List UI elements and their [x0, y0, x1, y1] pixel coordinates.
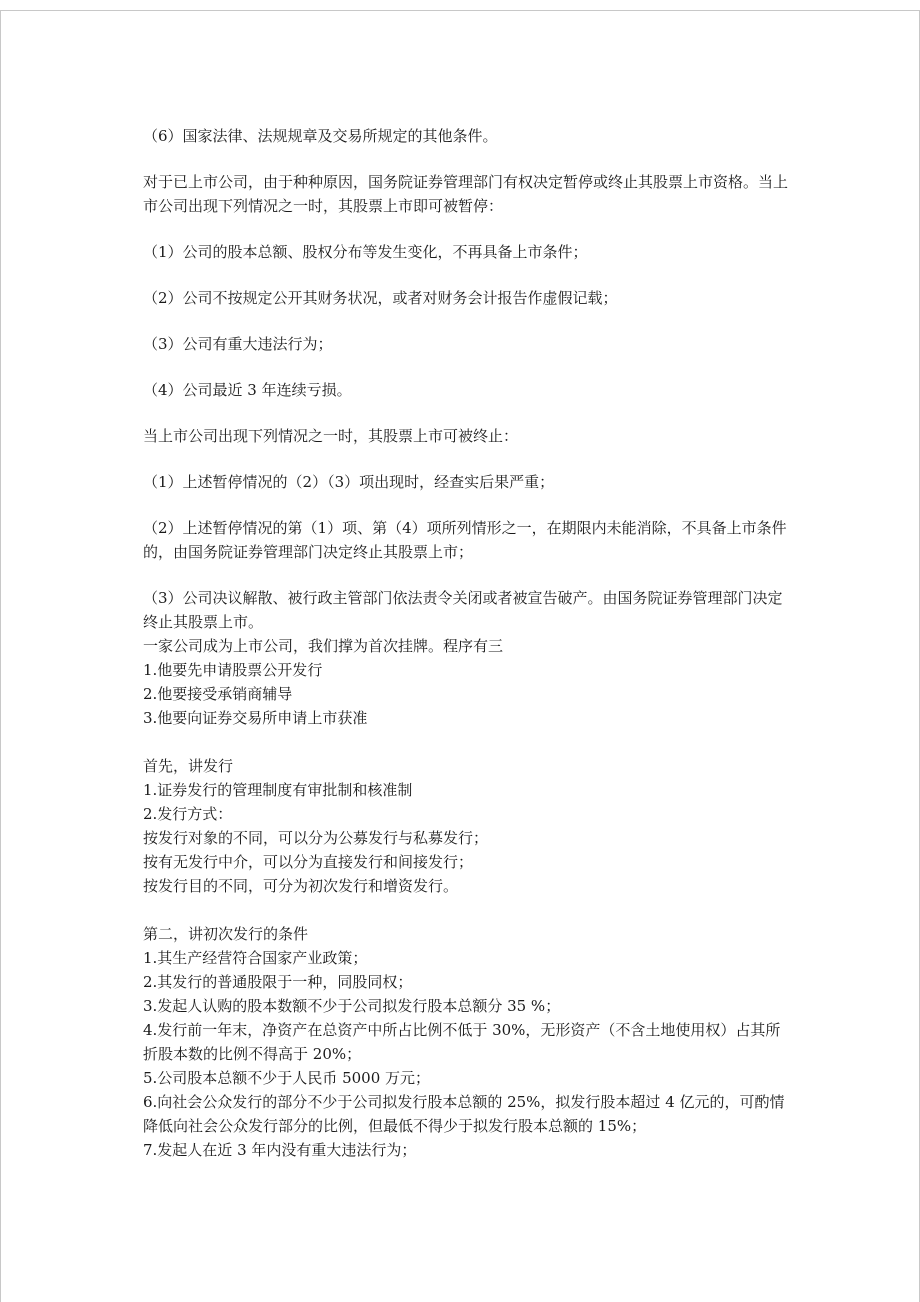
list-item: 2.其发行的普通股限于一种，同股同权；	[143, 973, 413, 991]
text-line: 一家公司成为上市公司，我们撑为首次挂牌。程序有三	[143, 637, 504, 655]
page-border-left	[0, 10, 1, 1302]
list-item: 2.他要接受承销商辅导	[143, 685, 293, 703]
paragraph: （2）上述暂停情况的第（1）项、第（4）项所列情形之一，在期限内未能消除，不具备上市条件的，由国务院证券管理部门决定终止其股票上市；	[143, 519, 787, 561]
list-item: 1.证券发行的管理制度有审批制和核准制	[143, 781, 413, 799]
document-body	[143, 124, 793, 1162]
paragraph: 对于已上市公司，由于种种原因，国务院证券管理部门有权决定暂停或终止其股票上市资格。当上市公司出现下列情况之一时，其股票上市即可被暂停：	[143, 173, 789, 215]
paragraph: （4）公司最近 3 年连续亏损。	[143, 381, 352, 399]
list-item: 3.发起人认购的股本数额不少于公司拟发行股本总额分 35 %；	[143, 997, 561, 1015]
paragraph: （2）公司不按规定公开其财务状况，或者对财务会计报告作虚假记载；	[143, 289, 618, 307]
paragraph: 当上市公司出现下列情况之一时，其股票上市可被终止：	[143, 427, 519, 445]
text-line: 按有无发行中介，可以分为直接发行和间接发行；	[143, 853, 474, 871]
page-border-top	[0, 10, 920, 11]
list-item: 5.公司股本总额不少于人民币 5000 万元；	[143, 1069, 431, 1087]
list-item: 1.他要先申请股票公开发行	[143, 661, 323, 679]
paragraph: （1）上述暂停情况的（2）（3）项出现时，经查实后果严重；	[143, 473, 555, 491]
section-heading: 第二，讲初次发行的条件	[143, 925, 309, 943]
paragraph: （1）公司的股本总额、股权分布等发生变化，不再具备上市条件；	[143, 243, 588, 261]
paragraph: （6）国家法律、法规规章及交易所规定的其他条件。	[143, 127, 498, 145]
paragraph: （3）公司有重大违法行为；	[143, 335, 333, 353]
list-item: 1.其生产经营符合国家产业政策；	[143, 949, 368, 967]
text-line: 按发行对象的不同，可以分为公募发行与私募发行；	[143, 829, 489, 847]
list-item: 2.发行方式：	[143, 805, 233, 823]
list-item: 4.发行前一年末，净资产在总资产中所占比例不低于 30%，无形资产（不含土地使用权）占其所折股本数的比例不得高于 20%；	[143, 1021, 781, 1063]
section-heading: 首先，讲发行	[143, 757, 234, 775]
text-line: 按发行目的不同，可分为初次发行和增资发行。	[143, 877, 459, 895]
list-item: 7.发起人在近 3 年内没有重大违法行为；	[143, 1141, 417, 1159]
list-item: 6.向社会公众发行的部分不少于公司拟发行股本总额的 25%，拟发行股本超过 4 亿元的，可酌情降低向社会公众发行部分的比例，但最低不得少于拟发行股本总额的 15%；	[143, 1093, 785, 1135]
list-item: 3.他要向证券交易所申请上市获准	[143, 709, 368, 727]
paragraph: （3）公司决议解散、被行政主管部门依法责令关闭或者被宣告破产。由国务院证券管理部门决定终止其股票上市。	[143, 589, 783, 631]
